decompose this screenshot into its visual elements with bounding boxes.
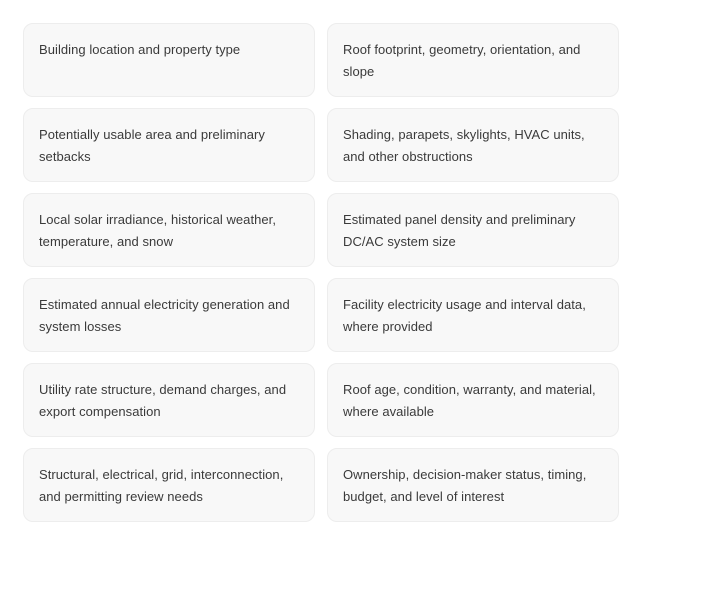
data-input-card [23,193,315,267]
data-input-card [327,363,619,437]
data-input-label: Estimated panel density and preliminary DC/AC system size [343,212,576,249]
data-input-card [327,448,619,522]
data-input-card [23,363,315,437]
data-input-label: Roof age, condition, warranty, and material, where available [343,382,596,419]
data-input-card [327,23,619,97]
data-input-label: Estimated annual electricity generation and system losses [39,297,290,334]
data-input-label: Structural, electrical, grid, interconnection, and permitting review needs [39,467,284,504]
data-input-label: Potentially usable area and preliminary setbacks [39,127,265,164]
data-input-card [327,278,619,352]
data-inputs-grid [23,23,619,522]
data-input-label: Shading, parapets, skylights, HVAC units, and other obstructions [343,127,585,164]
data-input-label: Utility rate structure, demand charges, and export compensation [39,382,287,419]
data-input-card [23,448,315,522]
data-input-card [23,278,315,352]
data-input-label: Ownership, decision-maker status, timing, budget, and level of interest [343,467,587,504]
data-input-label: Local solar irradiance, historical weather, temperature, and snow [39,212,276,249]
data-input-card [23,108,315,182]
data-input-card [327,108,619,182]
data-input-label: Facility electricity usage and interval data, where provided [343,297,586,334]
data-input-card [23,23,315,97]
data-input-card [327,193,619,267]
data-input-label: Building location and property type [39,42,241,57]
data-input-label: Roof footprint, geometry, orientation, and slope [343,42,581,79]
